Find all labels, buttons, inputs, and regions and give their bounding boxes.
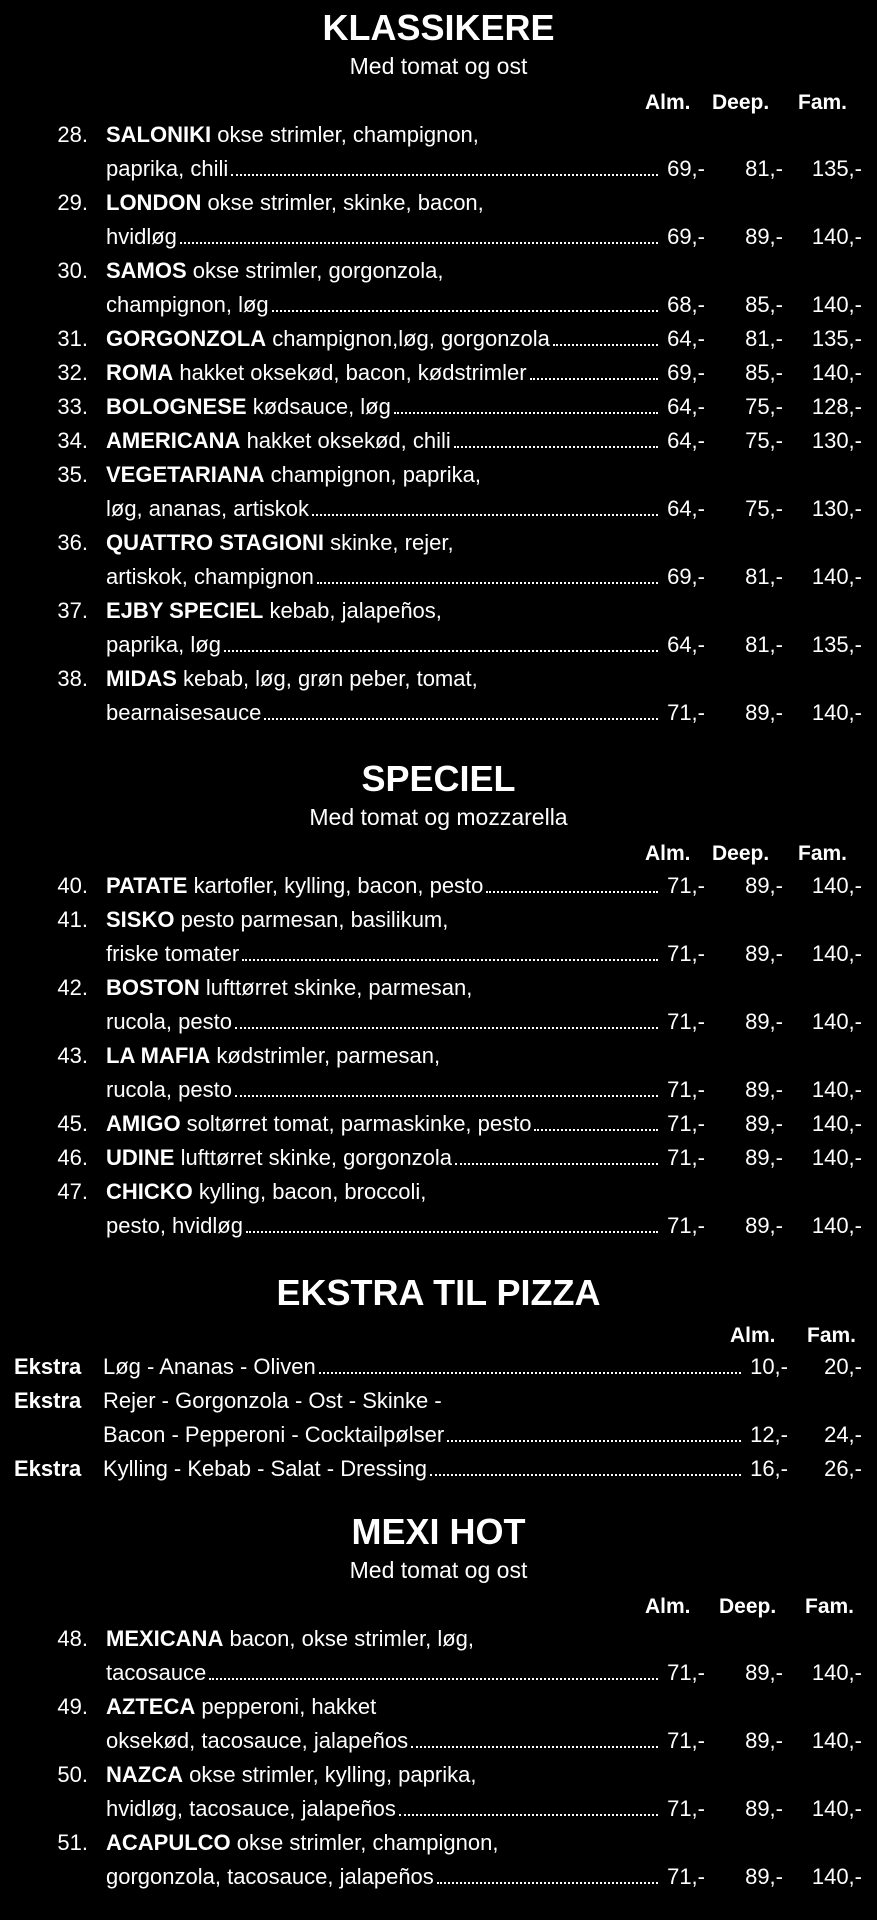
item-number: 40. [57, 873, 88, 898]
price-alm: 69,- [667, 564, 705, 589]
item-text [103, 1452, 744, 1486]
price-deep: 81,- [745, 632, 783, 657]
dot-leader [447, 1440, 741, 1442]
price-fam: 140,- [811, 1213, 862, 1238]
item-ingredients: lufttørret skinke, gorgonzola [174, 1145, 453, 1170]
item-ingredients: kebab, jalapeños, [263, 598, 442, 623]
price-fam: 26,- [824, 1456, 862, 1481]
item-line [0, 1622, 877, 1656]
item-line [0, 322, 877, 356]
price-alm: 71,- [667, 1077, 705, 1102]
item-number: 31. [57, 326, 88, 351]
item-text [106, 1792, 661, 1826]
price-alm: 71,- [667, 1660, 705, 1685]
dot-leader [317, 582, 658, 584]
section-title: MEXI HOT [351, 1511, 526, 1552]
price-fam: 140,- [811, 873, 862, 898]
dot-leader [235, 1095, 658, 1097]
extra-options: Bacon - Pepperoni - Cocktailpølser [103, 1422, 445, 1447]
price-alm: 71,- [667, 1864, 705, 1889]
item-number: 47. [57, 1179, 88, 1204]
item-ingredients: kødsauce, løg [246, 394, 391, 419]
section-subtitle: Med tomat og ost [349, 53, 528, 79]
item-ingredients: hakket oksekød, chili [240, 428, 451, 453]
price-alm: 64,- [667, 428, 705, 453]
item-name: GORGONZOLA [106, 326, 267, 351]
item-number: 33. [57, 394, 88, 419]
item-text [106, 1005, 661, 1039]
item-ingredients: rucola, pesto [106, 1077, 232, 1102]
item-text [106, 526, 666, 560]
item-name: SAMOS [106, 258, 187, 283]
item-line [0, 594, 877, 628]
dot-leader [242, 959, 658, 961]
price-fam: 140,- [811, 1796, 862, 1821]
price-deep: 75,- [745, 394, 783, 419]
item-line [0, 424, 877, 458]
item-ingredients: okse strimler, champignon, [211, 122, 479, 147]
col-alm: Alm. [645, 1595, 691, 1618]
item-ingredients: artiskok, champignon [106, 564, 314, 589]
dot-leader [399, 1814, 658, 1816]
item-line [0, 1758, 877, 1792]
price-alm: 12,- [750, 1422, 788, 1447]
col-fam: Fam. [798, 91, 848, 114]
item-text [106, 1860, 661, 1894]
item-ingredients: hakket oksekød, bacon, kødstrimler [173, 360, 527, 385]
item-text [106, 356, 661, 390]
dot-leader [246, 1231, 658, 1233]
item-ingredients: pesto parmesan, basilikum, [174, 907, 449, 932]
item-line [0, 186, 877, 220]
item-line [0, 869, 877, 903]
extra-options: Rejer - Gorgonzola - Ost - Skinke - [103, 1388, 442, 1413]
section-subtitle: Med tomat og mozzarella [309, 804, 568, 830]
extra-label: Ekstra [14, 1456, 82, 1481]
item-line [0, 390, 877, 424]
item-ingredients: okse strimler, skinke, bacon, [201, 190, 484, 215]
item-number: 30. [57, 258, 88, 283]
section-title: EKSTRA TIL PIZZA [276, 1272, 601, 1313]
item-name: AZTECA [106, 1694, 196, 1719]
price-alm: 71,- [667, 873, 705, 898]
item-number: 49. [57, 1694, 88, 1719]
item-line [0, 1690, 877, 1724]
item-ingredients: champignon,løg, gorgonzola [266, 326, 550, 351]
extra-label: Ekstra [14, 1388, 82, 1413]
price-fam: 135,- [811, 326, 862, 351]
item-line [0, 458, 877, 492]
item-line [0, 1826, 877, 1860]
dot-leader [180, 242, 658, 244]
price-fam: 20,- [824, 1354, 862, 1379]
col-alm: Alm. [645, 91, 691, 114]
item-text [103, 1418, 744, 1452]
dot-leader [530, 378, 658, 380]
item-ingredients: champignon, løg [106, 292, 269, 317]
dot-leader [394, 412, 658, 414]
item-line [0, 1656, 877, 1690]
extra-options: Løg - Ananas - Oliven [103, 1354, 316, 1379]
item-ingredients: bearnaisesauce [106, 700, 262, 725]
price-deep: 89,- [745, 873, 783, 898]
dot-leader [486, 891, 658, 893]
item-ingredients: friske tomater [106, 941, 240, 966]
item-line [0, 118, 877, 152]
item-line [0, 152, 877, 186]
item-line [0, 1724, 877, 1758]
item-text [106, 1690, 666, 1724]
price-fam: 135,- [811, 156, 862, 181]
price-fam: 140,- [811, 224, 862, 249]
item-number: 43. [57, 1043, 88, 1068]
item-line [0, 1452, 877, 1486]
section-title: KLASSIKERE [322, 7, 555, 48]
col-deep: Deep. [712, 842, 770, 865]
item-line [0, 1209, 877, 1243]
item-text [106, 662, 666, 696]
item-line [0, 220, 877, 254]
item-line [0, 526, 877, 560]
price-deep: 89,- [745, 1009, 783, 1034]
item-line [0, 1418, 877, 1452]
item-text [106, 1209, 661, 1243]
item-ingredients: okse strimler, champignon, [230, 1830, 499, 1855]
item-text [106, 1175, 666, 1209]
price-alm: 16,- [750, 1456, 788, 1481]
price-deep: 89,- [745, 1077, 783, 1102]
item-name: LONDON [106, 190, 202, 215]
item-text [106, 186, 666, 220]
item-ingredients: skinke, rejer, [323, 530, 454, 555]
price-alm: 71,- [667, 1796, 705, 1821]
item-number: 48. [57, 1626, 88, 1651]
item-line [0, 1005, 877, 1039]
item-text [106, 152, 661, 186]
item-text [106, 869, 661, 903]
item-text [106, 696, 661, 730]
price-fam: 140,- [811, 564, 862, 589]
price-deep: 89,- [745, 1728, 783, 1753]
item-name: AMIGO [106, 1111, 181, 1136]
item-name: SISKO [106, 907, 175, 932]
item-ingredients: kebab, løg, grøn peber, tomat, [176, 666, 478, 691]
item-number: 37. [57, 598, 88, 623]
price-fam: 140,- [811, 1111, 862, 1136]
item-line [0, 662, 877, 696]
item-number: 50. [57, 1762, 88, 1787]
price-fam: 140,- [811, 360, 862, 385]
item-ingredients: tacosauce [106, 1660, 207, 1685]
price-fam: 140,- [811, 1864, 862, 1889]
item-line [0, 1792, 877, 1826]
item-text [106, 628, 661, 662]
item-text [106, 903, 666, 937]
item-text [106, 1141, 661, 1175]
item-number: 29. [57, 190, 88, 215]
item-number: 28. [57, 122, 88, 147]
price-fam: 140,- [811, 1077, 862, 1102]
item-number: 41. [57, 907, 88, 932]
item-number: 36. [57, 530, 88, 555]
item-name: UDINE [106, 1145, 175, 1170]
item-line [0, 1107, 877, 1141]
item-line [0, 903, 877, 937]
price-fam: 140,- [811, 1009, 862, 1034]
item-number: 51. [57, 1830, 88, 1855]
item-ingredients: gorgonzola, tacosauce, jalapeños [106, 1864, 434, 1889]
extra-label: Ekstra [14, 1354, 82, 1379]
price-deep: 89,- [745, 224, 783, 249]
item-line [0, 1073, 877, 1107]
price-deep: 89,- [745, 700, 783, 725]
dot-leader [411, 1746, 658, 1748]
item-text [106, 971, 666, 1005]
item-text [103, 1384, 703, 1418]
item-line [0, 1175, 877, 1209]
item-text [106, 1758, 666, 1792]
item-name: ACAPULCO [106, 1830, 231, 1855]
dot-leader [534, 1129, 658, 1131]
price-deep: 81,- [745, 156, 783, 181]
price-deep: 89,- [745, 1213, 783, 1238]
item-line [0, 971, 877, 1005]
price-deep: 81,- [745, 326, 783, 351]
item-text [106, 1107, 661, 1141]
item-line [0, 1384, 877, 1418]
dot-leader [312, 514, 658, 516]
price-deep: 89,- [745, 941, 783, 966]
item-text [106, 1826, 666, 1860]
dot-leader [319, 1372, 741, 1374]
col-fam: Fam. [805, 1595, 855, 1618]
item-line [0, 696, 877, 730]
dot-leader [455, 1163, 658, 1165]
price-alm: 69,- [667, 360, 705, 385]
col-fam: Fam. [807, 1324, 857, 1347]
price-deep: 75,- [745, 496, 783, 521]
price-fam: 128,- [811, 394, 862, 419]
price-alm: 64,- [667, 326, 705, 351]
item-ingredients: oksekød, tacosauce, jalapeños [106, 1728, 409, 1753]
item-text [106, 1622, 666, 1656]
price-deep: 81,- [745, 564, 783, 589]
item-line [0, 1039, 877, 1073]
item-line [0, 628, 877, 662]
item-name: BOSTON [106, 975, 200, 1000]
price-alm: 71,- [667, 700, 705, 725]
item-name: MIDAS [106, 666, 177, 691]
item-name: CHICKO [106, 1179, 193, 1204]
item-line [0, 1860, 877, 1894]
item-ingredients: soltørret tomat, parmaskinke, pesto [180, 1111, 532, 1136]
item-name: MEXICANA [106, 1626, 224, 1651]
price-deep: 89,- [745, 1864, 783, 1889]
price-deep: 89,- [745, 1660, 783, 1685]
price-alm: 71,- [667, 1009, 705, 1034]
item-number: 38. [57, 666, 88, 691]
item-line [0, 254, 877, 288]
item-ingredients: champignon, paprika, [264, 462, 481, 487]
item-name: SALONIKI [106, 122, 212, 147]
item-name: QUATTRO STAGIONI [106, 530, 324, 555]
item-number: 42. [57, 975, 88, 1000]
price-alm: 71,- [667, 1111, 705, 1136]
item-line [0, 288, 877, 322]
item-ingredients: hvidløg, tacosauce, jalapeños [106, 1796, 396, 1821]
col-deep: Deep. [712, 91, 770, 114]
price-deep: 89,- [745, 1145, 783, 1170]
item-line [0, 1350, 877, 1384]
extra-options: Kylling - Kebab - Salat - Dressing [103, 1456, 428, 1481]
price-fam: 140,- [811, 1660, 862, 1685]
item-number: 32. [57, 360, 88, 385]
price-alm: 64,- [667, 632, 705, 657]
price-deep: 89,- [745, 1796, 783, 1821]
col-fam: Fam. [798, 842, 848, 865]
price-fam: 140,- [811, 1145, 862, 1170]
item-text [106, 594, 666, 628]
item-ingredients: kylling, bacon, broccoli, [192, 1179, 427, 1204]
price-fam: 140,- [811, 1728, 862, 1753]
price-fam: 140,- [811, 700, 862, 725]
price-alm: 69,- [667, 156, 705, 181]
item-line [0, 560, 877, 594]
item-ingredients: lufttørret skinke, parmesan, [199, 975, 473, 1000]
price-alm: 10,- [750, 1354, 788, 1379]
item-ingredients: bacon, okse strimler, løg, [223, 1626, 474, 1651]
item-ingredients: paprika, chili [106, 156, 229, 181]
col-deep: Deep. [719, 1595, 777, 1618]
dot-leader [430, 1474, 741, 1476]
dot-leader [454, 446, 658, 448]
item-ingredients: løg, ananas, artiskok [106, 496, 309, 521]
price-fam: 135,- [811, 632, 862, 657]
item-text [106, 424, 661, 458]
item-name: BOLOGNESE [106, 394, 247, 419]
item-ingredients: hvidløg [106, 224, 177, 249]
price-alm: 64,- [667, 394, 705, 419]
item-name: ROMA [106, 360, 174, 385]
price-deep: 89,- [745, 1111, 783, 1136]
item-text [106, 220, 661, 254]
price-alm: 68,- [667, 292, 705, 317]
dot-leader [209, 1678, 658, 1680]
dot-leader [553, 344, 658, 346]
item-text [106, 1656, 661, 1690]
item-ingredients: pepperoni, hakket [195, 1694, 377, 1719]
item-text [106, 560, 661, 594]
item-number: 45. [57, 1111, 88, 1136]
item-text [106, 1073, 661, 1107]
section-title: SPECIEL [361, 758, 516, 799]
item-text [106, 1039, 666, 1073]
item-text [106, 937, 661, 971]
item-name: NAZCA [106, 1762, 183, 1787]
item-number: 46. [57, 1145, 88, 1170]
item-name: PATATE [106, 873, 188, 898]
item-text [106, 254, 666, 288]
price-alm: 71,- [667, 941, 705, 966]
price-alm: 71,- [667, 1145, 705, 1170]
item-text [103, 1350, 744, 1384]
item-line [0, 356, 877, 390]
col-alm: Alm. [730, 1324, 776, 1347]
price-deep: 75,- [745, 428, 783, 453]
item-line [0, 937, 877, 971]
item-text [106, 458, 666, 492]
item-name: AMERICANA [106, 428, 241, 453]
price-alm: 71,- [667, 1728, 705, 1753]
price-fam: 130,- [811, 496, 862, 521]
item-line [0, 1141, 877, 1175]
item-ingredients: pesto, hvidløg [106, 1213, 243, 1238]
item-name: VEGETARIANA [106, 462, 265, 487]
price-fam: 140,- [811, 292, 862, 317]
item-number: 34. [57, 428, 88, 453]
item-text [106, 322, 661, 356]
item-ingredients: okse strimler, gorgonzola, [186, 258, 444, 283]
section-subtitle: Med tomat og ost [349, 1557, 528, 1583]
item-text [106, 288, 661, 322]
item-ingredients: kartofler, kylling, bacon, pesto [187, 873, 484, 898]
dot-leader [235, 1027, 658, 1029]
item-text [106, 1724, 661, 1758]
dot-leader [224, 650, 658, 652]
item-ingredients: paprika, løg [106, 632, 221, 657]
dot-leader [264, 718, 658, 720]
item-text [106, 118, 666, 152]
price-fam: 130,- [811, 428, 862, 453]
price-deep: 85,- [745, 292, 783, 317]
item-number: 35. [57, 462, 88, 487]
price-fam: 24,- [824, 1422, 862, 1447]
item-ingredients: kødstrimler, parmesan, [210, 1043, 441, 1068]
item-text [106, 492, 661, 526]
dot-leader [231, 174, 658, 176]
item-ingredients: rucola, pesto [106, 1009, 232, 1034]
price-alm: 64,- [667, 496, 705, 521]
item-ingredients: okse strimler, kylling, paprika, [183, 1762, 477, 1787]
price-deep: 85,- [745, 360, 783, 385]
dot-leader [272, 310, 658, 312]
col-alm: Alm. [645, 842, 691, 865]
price-fam: 140,- [811, 941, 862, 966]
item-name: EJBY SPECIEL [106, 598, 264, 623]
price-alm: 69,- [667, 224, 705, 249]
item-text [106, 390, 661, 424]
item-line [0, 492, 877, 526]
price-alm: 71,- [667, 1213, 705, 1238]
item-name: LA MAFIA [106, 1043, 211, 1068]
